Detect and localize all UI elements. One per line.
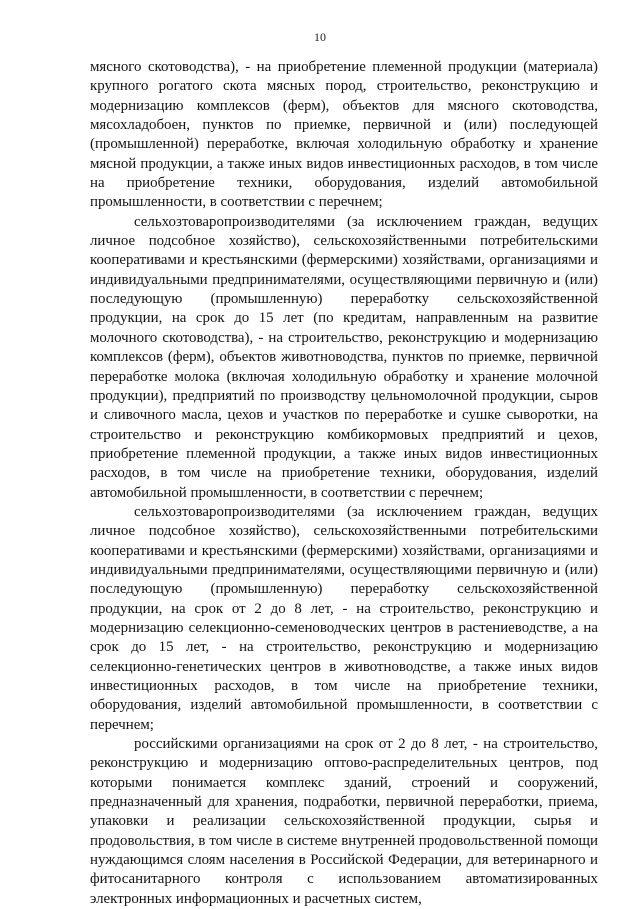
paragraph-distribution-centers: российскими организациями на срок от 2 до 8 лет, - на строительство, реконструкцию и модернизацию оптово-распределительных центров, под которыми понимается комплекс зданий, строений и сооружений, предназначенный для хранения, подработки, первичной переработки, приема, упаковки и реализации сельскохозяйственной продукции, сырья и продовольствия, в том числе в системе внутренней продовольственной помощи нуждающимся слоям населения в Российской Федерации, для ветеринарного и фитосанитарного контроля с использованием автоматизированных электронных информационных и расчетных систем, (90, 736, 598, 907)
paragraph-breeding-centers: сельхозтоваропроизводителями (за исключением граждан, ведущих личное подсобное хозяйство), сельскохозяйственными потребительскими кооперативами и крестьянскими (фермерскими) хозяйствами, организациями и индивидуальными предпринимателями, осуществляющими первичную и (или) последующую (промышленную) переработку сельскохозяйственной продукции, на срок от 2 до 8 лет, - на строительство, реконструкцию и модернизацию селекционно-семеноводческих центров в растениеводстве, а на срок до 15 лет, - на строительство, реконструкцию и модернизацию селекционно-генетических центров в животноводстве, а также иных видов инвестиционных расходов, в том числе на приобретение техники, оборудования, изделий автомобильной промышленности, в соответствии с перечнем; (90, 503, 598, 733)
paragraph-continuation: мясного скотоводства), - на приобретение племенной продукции (материала) крупного рогатого скота мясных пород, строительство, реконструкцию и модернизацию комплексов (ферм), объектов для мясного скотоводства, мясохладобоен, пунктов по приемке, первичной и (или) последующей (промышленной) переработке, включая холодильную обработку и хранение мясной продукции, а также иных видов инвестиционных расходов, в том числе на приобретение техники, оборудования, изделий автомобильной промышленности, в соответствии с перечнем; (90, 59, 598, 211)
document-body (90, 58, 598, 909)
paragraph-dairy-farming: сельхозтоваропроизводителями (за исключением граждан, ведущих личное подсобное хозяйство), сельскохозяйственными потребительскими кооперативами и крестьянскими (фермерскими) хозяйствами, организациями и индивидуальными предпринимателями, осуществляющими первичную и (или) последующую (промышленную) переработку сельскохозяйственной продукции, на срок до 15 лет (по кредитам, направленным на развитие молочного скотоводства), - на строительство, реконструкцию и модернизацию комплексов (ферм), объектов животноводства, пунктов по приемке, первичной переработке молока (включая холодильную обработку и хранение молочной продукции), предприятий по производству цельномолочной продукции, сыров и сливочного масла, цехов и участков по переработке и сушке сыворотки, на строительство и реконструкцию комбикормовых предприятий и цехов, приобретение племенной продукции, а также иных видов инвестиционных расходов, в том числе на приобретение техники, оборудования, изделий автомобильной промышленности, в соответствии с перечнем; (90, 213, 598, 501)
page-number: 10 (314, 30, 326, 44)
